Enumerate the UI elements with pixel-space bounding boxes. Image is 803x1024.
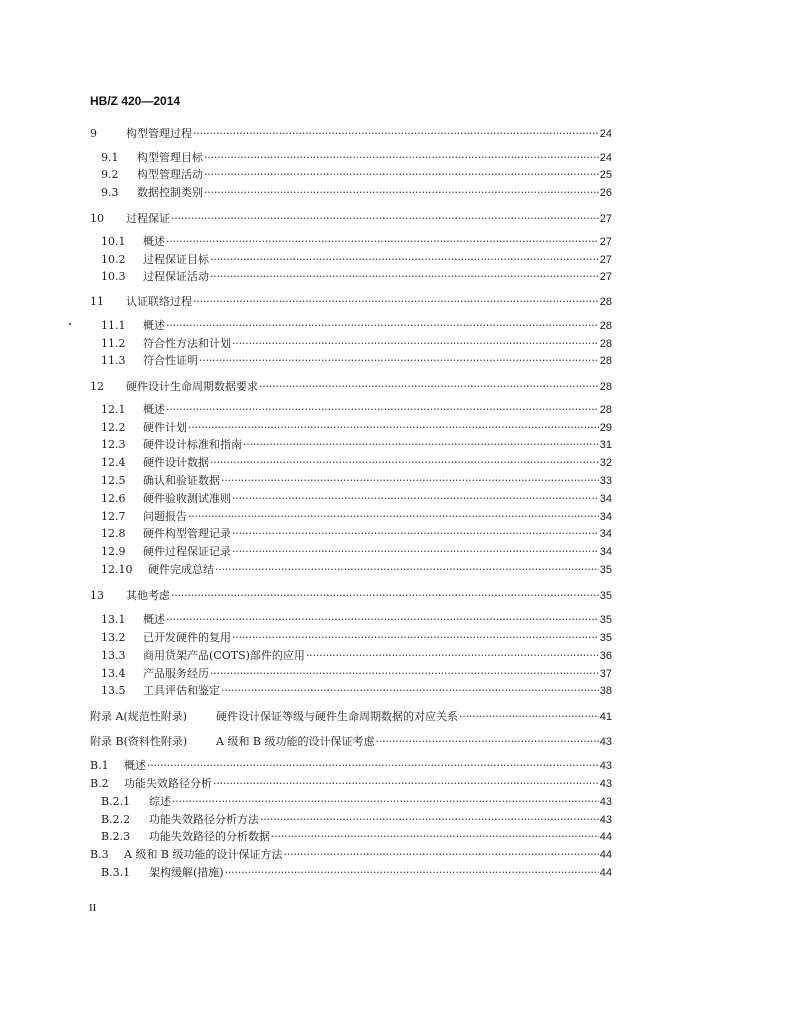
toc-entry-page: 44	[599, 867, 612, 879]
toc-entry-title: A 级和 B 级功能的设计保证方法	[124, 848, 283, 861]
dot-leader	[221, 684, 599, 698]
toc-entry-title: 硬件计划	[143, 421, 187, 434]
toc-entry-page: 28	[599, 404, 612, 416]
toc-entry[interactable]	[101, 813, 612, 827]
toc-entry[interactable]	[101, 649, 612, 663]
toc-entry-page: 43	[599, 814, 612, 826]
toc-entry[interactable]	[101, 527, 612, 541]
dot-leader	[232, 492, 599, 506]
dot-leader	[210, 456, 599, 470]
toc-entry-page: 24	[599, 128, 612, 140]
dot-leader	[193, 295, 599, 309]
toc-entry-number: 附录 A(规范性附录)	[90, 710, 188, 723]
dot-leader	[171, 589, 599, 603]
toc-entry-page: 28	[599, 320, 612, 332]
toc-entry[interactable]	[101, 186, 612, 200]
toc-entry[interactable]	[101, 235, 612, 249]
toc-entry-title: 符合性证明	[143, 354, 198, 367]
dot-leader	[147, 759, 599, 773]
toc-entry[interactable]	[90, 710, 612, 724]
toc-entry-number: 11.3	[101, 354, 126, 367]
toc-entry[interactable]	[101, 403, 612, 417]
toc-entry[interactable]	[101, 456, 612, 470]
toc-entry[interactable]	[101, 613, 612, 627]
page-number-footer: II	[89, 902, 97, 914]
dot-leader	[166, 613, 599, 627]
toc-entry[interactable]	[101, 667, 612, 681]
toc-entry-number: B.3.1	[101, 866, 131, 879]
toc-entry[interactable]	[90, 759, 612, 773]
toc-entry-number: 10.3	[101, 270, 126, 283]
toc-entry[interactable]	[101, 270, 612, 284]
dot-leader	[232, 337, 599, 351]
toc-entry-title: 其他考虑	[126, 589, 170, 602]
toc-entry-title: 硬件设计保证等级与硬件生命周期数据的对应关系	[216, 710, 458, 723]
toc-entry-title: 构型管理过程	[126, 127, 192, 140]
toc-entry-title: 硬件设计生命周期数据要求	[126, 380, 258, 393]
toc-entry-page: 43	[599, 796, 612, 808]
toc-entry-title: 构型管理目标	[137, 151, 203, 164]
toc-entry-page: 43	[599, 778, 612, 790]
toc-entry-page: 34	[599, 493, 612, 505]
dot-leader	[232, 527, 599, 541]
toc-entry-number: 12.1	[101, 403, 126, 416]
toc-entry-page: 41	[599, 711, 612, 723]
dot-leader	[225, 866, 599, 880]
toc-entry[interactable]	[101, 830, 612, 844]
toc-entry-number: 附录 B(资料性附录)	[90, 735, 188, 748]
toc-entry[interactable]	[101, 866, 612, 880]
toc-entry-number: 12.9	[101, 545, 126, 558]
toc-entry-title: 数据控制类别	[137, 186, 203, 199]
toc-entry-page: 33	[599, 475, 612, 487]
toc-entry-title: 产品服务经历	[143, 667, 209, 680]
toc-entry-number: B.2	[90, 777, 109, 790]
toc-entry-title: 已开发硬件的复用	[143, 631, 231, 644]
toc-entry-page: 32	[599, 457, 612, 469]
toc-entry[interactable]	[101, 492, 612, 506]
toc-entry-number: 12.10	[101, 563, 133, 576]
toc-entry-number: 9	[90, 127, 97, 140]
toc-entry-number: 13.4	[101, 667, 126, 680]
dot-leader	[284, 848, 599, 862]
toc-entry-page: 27	[599, 254, 612, 266]
dot-leader	[166, 319, 599, 333]
toc-entry[interactable]	[101, 545, 612, 559]
toc-entry-number: 12.4	[101, 456, 126, 469]
toc-entry-number: 10	[90, 212, 104, 225]
dot-leader	[204, 151, 599, 165]
dot-leader	[260, 813, 599, 827]
toc-entry-title: 架构缓解(措施)	[149, 866, 224, 879]
toc-entry-number: 12.3	[101, 438, 126, 451]
toc-entry-title: 符合性方法和计划	[143, 337, 231, 350]
dot-leader	[188, 510, 599, 524]
toc-entry[interactable]	[101, 319, 612, 333]
toc-entry-page: 44	[599, 831, 612, 843]
dot-leader	[459, 710, 599, 724]
toc-entry-title: 确认和验证数据	[143, 474, 220, 487]
dot-leader	[210, 270, 599, 284]
toc-entry[interactable]	[101, 631, 612, 645]
toc-entry-number: 13.1	[101, 613, 126, 626]
toc-entry-page: 27	[599, 213, 612, 225]
toc-entry-title: 构型管理活动	[137, 168, 203, 181]
toc-entry-page: 34	[599, 546, 612, 558]
toc-entry[interactable]	[101, 151, 612, 165]
toc-entry[interactable]	[101, 354, 612, 368]
toc-entry-number: 13.3	[101, 649, 126, 662]
dot-leader	[188, 421, 599, 435]
toc-entry[interactable]	[101, 510, 612, 524]
toc-entry-page: 27	[599, 236, 612, 248]
dot-leader	[243, 438, 599, 452]
toc-entry-page: 28	[599, 296, 612, 308]
toc-entry-title: 认证联络过程	[126, 295, 192, 308]
dot-leader	[166, 403, 599, 417]
toc-entry-number: B.3	[90, 848, 109, 861]
toc-entry-number: 13	[90, 589, 104, 602]
toc-entry[interactable]	[90, 735, 612, 749]
dot-leader	[210, 667, 599, 681]
dot-leader	[204, 186, 599, 200]
toc-entry-number: B.2.1	[101, 795, 131, 808]
toc-entry-title: 概述	[143, 319, 165, 332]
toc-entry-page: 35	[599, 614, 612, 626]
toc-entry-page: 35	[599, 564, 612, 576]
toc-entry[interactable]	[90, 127, 612, 141]
toc-entry-page: 44	[599, 849, 612, 861]
toc-entry-number: 12.8	[101, 527, 126, 540]
toc-entry-number: B.2.3	[101, 830, 131, 843]
toc-entry-page: 26	[599, 187, 612, 199]
toc-entry-title: 过程保证目标	[143, 253, 209, 266]
toc-entry-number: 10.1	[101, 235, 126, 248]
dot-leader	[166, 235, 599, 249]
toc-entry[interactable]	[101, 474, 612, 488]
toc-entry-page: 28	[599, 338, 612, 350]
toc-entry-page: 27	[599, 271, 612, 283]
toc-entry-page: 35	[599, 590, 612, 602]
dot-leader	[221, 474, 599, 488]
toc-entry-title: 商用货架产品(COTS)部件的应用	[143, 649, 305, 662]
toc-entry-title: 过程保证	[126, 212, 170, 225]
toc-entry[interactable]	[101, 795, 612, 809]
toc-entry-number: 12.2	[101, 421, 126, 434]
toc-entry[interactable]	[101, 684, 612, 698]
toc-entry-title: 硬件完成总结	[148, 563, 214, 576]
toc-entry[interactable]	[90, 295, 612, 309]
toc-entry-title: 硬件过程保证记录	[143, 545, 231, 558]
toc-entry-title: 硬件验收测试准则	[143, 492, 231, 505]
toc-entry-number: 13.2	[101, 631, 126, 644]
dot-leader	[232, 545, 599, 559]
standard-number: HB/Z 420—2014	[90, 94, 181, 108]
dot-leader	[171, 212, 599, 226]
toc-entry[interactable]	[101, 438, 612, 452]
toc-entry-title: 硬件构型管理记录	[143, 527, 231, 540]
dot-leader	[204, 168, 599, 182]
toc-entry[interactable]	[101, 253, 612, 267]
toc-entry[interactable]	[90, 212, 612, 226]
dot-leader	[199, 354, 599, 368]
toc-entry-number: 9.3	[101, 186, 119, 199]
toc-entry-title: 硬件设计数据	[143, 456, 209, 469]
toc-entry-title: 工具评估和鉴定	[143, 684, 220, 697]
toc-entry-page: 31	[599, 439, 612, 451]
toc-entry-title: 功能失效路径分析	[124, 777, 212, 790]
dot-leader	[215, 563, 599, 577]
toc-entry-number: B.1	[90, 759, 109, 772]
toc-entry-number: 10.2	[101, 253, 126, 266]
toc-entry-title: 概述	[124, 759, 146, 772]
toc-entry-number: 11.2	[101, 337, 126, 350]
toc-entry-page: 36	[599, 650, 612, 662]
toc-entry-page: 37	[599, 668, 612, 680]
toc-entry-page: 43	[599, 760, 612, 772]
toc-entry-title: 概述	[143, 403, 165, 416]
dot-leader	[232, 631, 599, 645]
toc-entry-title: 概述	[143, 613, 165, 626]
toc-entry[interactable]	[101, 563, 612, 577]
toc-entry-page: 34	[599, 528, 612, 540]
toc-entry-number: 11.1	[101, 319, 126, 332]
toc-entry-number: 13.5	[101, 684, 126, 697]
toc-entry-number: B.2.2	[101, 813, 131, 826]
toc-entry[interactable]	[90, 848, 612, 862]
dot-leader	[376, 735, 599, 749]
toc-entry-number: 12.5	[101, 474, 126, 487]
toc-entry-page: 43	[599, 736, 612, 748]
toc-entry-number: 9.1	[101, 151, 119, 164]
toc-entry-number: 11	[90, 295, 104, 308]
toc-entry[interactable]	[90, 589, 612, 603]
toc-entry-page: 28	[599, 355, 612, 367]
toc-entry-title: 功能失效路径分析方法	[149, 813, 259, 826]
toc-entry[interactable]	[101, 337, 612, 351]
toc-entry-page: 24	[599, 152, 612, 164]
toc-entry-page: 38	[599, 685, 612, 697]
toc-entry[interactable]	[101, 168, 612, 182]
dot-leader	[259, 380, 599, 394]
dot-leader	[172, 795, 599, 809]
toc-entry-title: 综述	[149, 795, 171, 808]
toc-entry-page: 29	[599, 422, 612, 434]
toc-entry-title: 过程保证活动	[143, 270, 209, 283]
toc-entry-number: 9.2	[101, 168, 119, 181]
toc-entry-page: 25	[599, 169, 612, 181]
dot-leader	[271, 830, 599, 844]
toc-entry-number: 12.6	[101, 492, 126, 505]
toc-entry-title: 问题报告	[143, 510, 187, 523]
dot-leader	[306, 649, 599, 663]
toc-entry-title: A 级和 B 级功能的设计保证考虑	[216, 735, 375, 748]
dot-leader	[213, 777, 599, 791]
toc-entry[interactable]	[101, 421, 612, 435]
toc-entry-page: 34	[599, 511, 612, 523]
toc-entry[interactable]	[90, 380, 612, 394]
toc-entry[interactable]	[90, 777, 612, 791]
toc-entry-page: 35	[599, 632, 612, 644]
toc-entry-title: 概述	[143, 235, 165, 248]
toc-entry-number: 12.7	[101, 510, 126, 523]
toc-entry-title: 功能失效路径的分析数据	[149, 830, 270, 843]
toc-entry-number: 12	[90, 380, 104, 393]
toc-entry-page: 28	[599, 381, 612, 393]
toc-entry-title: 硬件设计标准和指南	[143, 438, 242, 451]
dot-leader	[193, 127, 599, 141]
dot-leader	[210, 253, 599, 267]
